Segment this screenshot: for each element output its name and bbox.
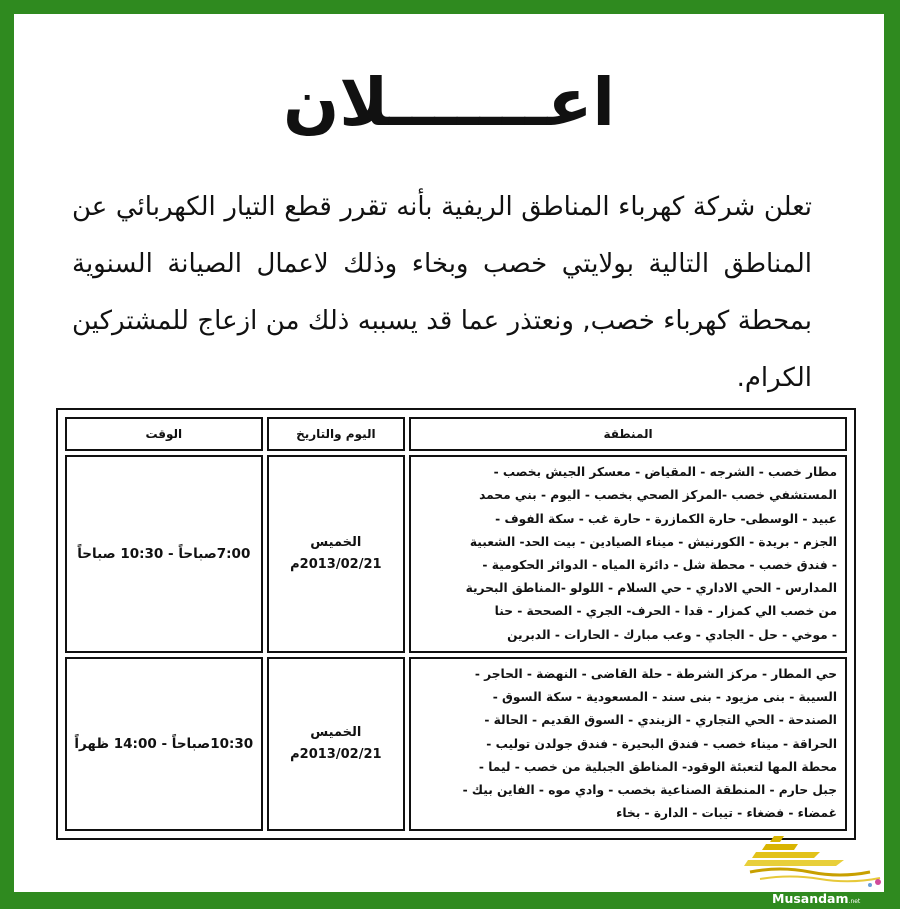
header-time: الوقت [65, 417, 263, 451]
header-area: المنطقة [409, 417, 847, 451]
time-cell: 7:00صباحاً - 10:30 صباحاً [65, 455, 263, 653]
outage-schedule-table [61, 413, 851, 835]
area-cell [409, 455, 847, 653]
area-line: الصندحة - الحي التجاري - الزيندي - السوق القديم - الحالة - [484, 713, 837, 728]
watermark-brand: Musandam [772, 891, 849, 906]
day-label: الخميس [310, 535, 362, 550]
outage-table-frame [56, 408, 856, 840]
area-cell [409, 657, 847, 831]
area-line: مطار خصب - الشرجه - المقياض - معسكر الجيش بخصب - [493, 465, 837, 480]
area-line: المستشفي خصب -المركز الصحي بخصب - اليوم - بني محمد [479, 488, 837, 503]
area-line: - موخي - حل - الجادي - وعب مبارك - الحارات - الدبرين [507, 627, 837, 642]
paragraph-line: تعلن شركة كهرباء المناطق الريفية بأنه تقرر قطع التيار الكهربائي [115, 192, 812, 222]
paragraph-line: السنوية بمحطة كهرباء خصب, ونعتذر عما قد يسببه ذلك من ازعاج [72, 249, 813, 336]
watermark-text [772, 891, 860, 906]
area-line: جبل حارم - المنطقة الصناعية بخصب - وادي موه - الفاين بيك - [462, 783, 837, 798]
time-cell: 10:30صباحاً - 14:00 ظهراً [65, 657, 263, 831]
area-line: السيبة - بنى مزيود - بنى سند - المسعودية - سكة السوق - [492, 690, 837, 705]
table-row [65, 657, 847, 831]
area-line: المدارس - الحي الاداري - حي السلام - اللولو -المناطق البحرية [465, 581, 837, 596]
announcement-page [14, 14, 884, 892]
area-line: حي المطار - مركز الشرطة - حلة القاضى - النهضة - الحاجر - [474, 667, 837, 681]
day-date-cell [267, 455, 406, 653]
musandam-logo-icon [740, 832, 888, 892]
area-line: من خصب الي كمزار - قدا - الحرف- الجري - الصححة - حنا [494, 604, 837, 619]
announcement-paragraph [72, 179, 812, 407]
announcement-title-text: اعـــــــلان [282, 63, 616, 141]
date-label: 2013/02/21م [290, 747, 382, 763]
area-line: غمضاء - فضغاء - تيبات - الدارة - بخاء [616, 806, 837, 821]
header-day-date: اليوم والتاريخ [267, 417, 406, 451]
table-header-row [65, 417, 847, 451]
area-line: عبيد - الوسطى- حارة الكمازرة - حارة غب - سكة الفوف - [495, 511, 837, 526]
day-date-cell [267, 657, 406, 831]
area-line: الحراقة - ميناء خصب - فندق البحيرة - فندق جولدن توليب - [486, 736, 837, 751]
area-line: - فندق خصب - محطة شل - دائرة المياه - الدوائر الحكومية - [482, 558, 837, 572]
paragraph-line: عن المناطق التالية بولايتي خصب وبخاء وذلك لاعمال الصيانة [72, 192, 812, 279]
date-label: 2013/02/21م [290, 557, 382, 572]
watermark-suffix: .net [848, 898, 861, 905]
paragraph-line: للمشتركين الكرام. [72, 306, 812, 393]
area-line: الجزم - بريدة - الكورنيش - ميناء الصيادين - بيت الحد- الشعبية [469, 534, 837, 549]
day-label: الخميس [310, 725, 362, 741]
table-row [65, 455, 847, 653]
area-line: محطة المها لتعبئة الوقود- المناطق الجبلية من خصب - ليما - [478, 759, 837, 774]
announcement-title [14, 52, 884, 152]
